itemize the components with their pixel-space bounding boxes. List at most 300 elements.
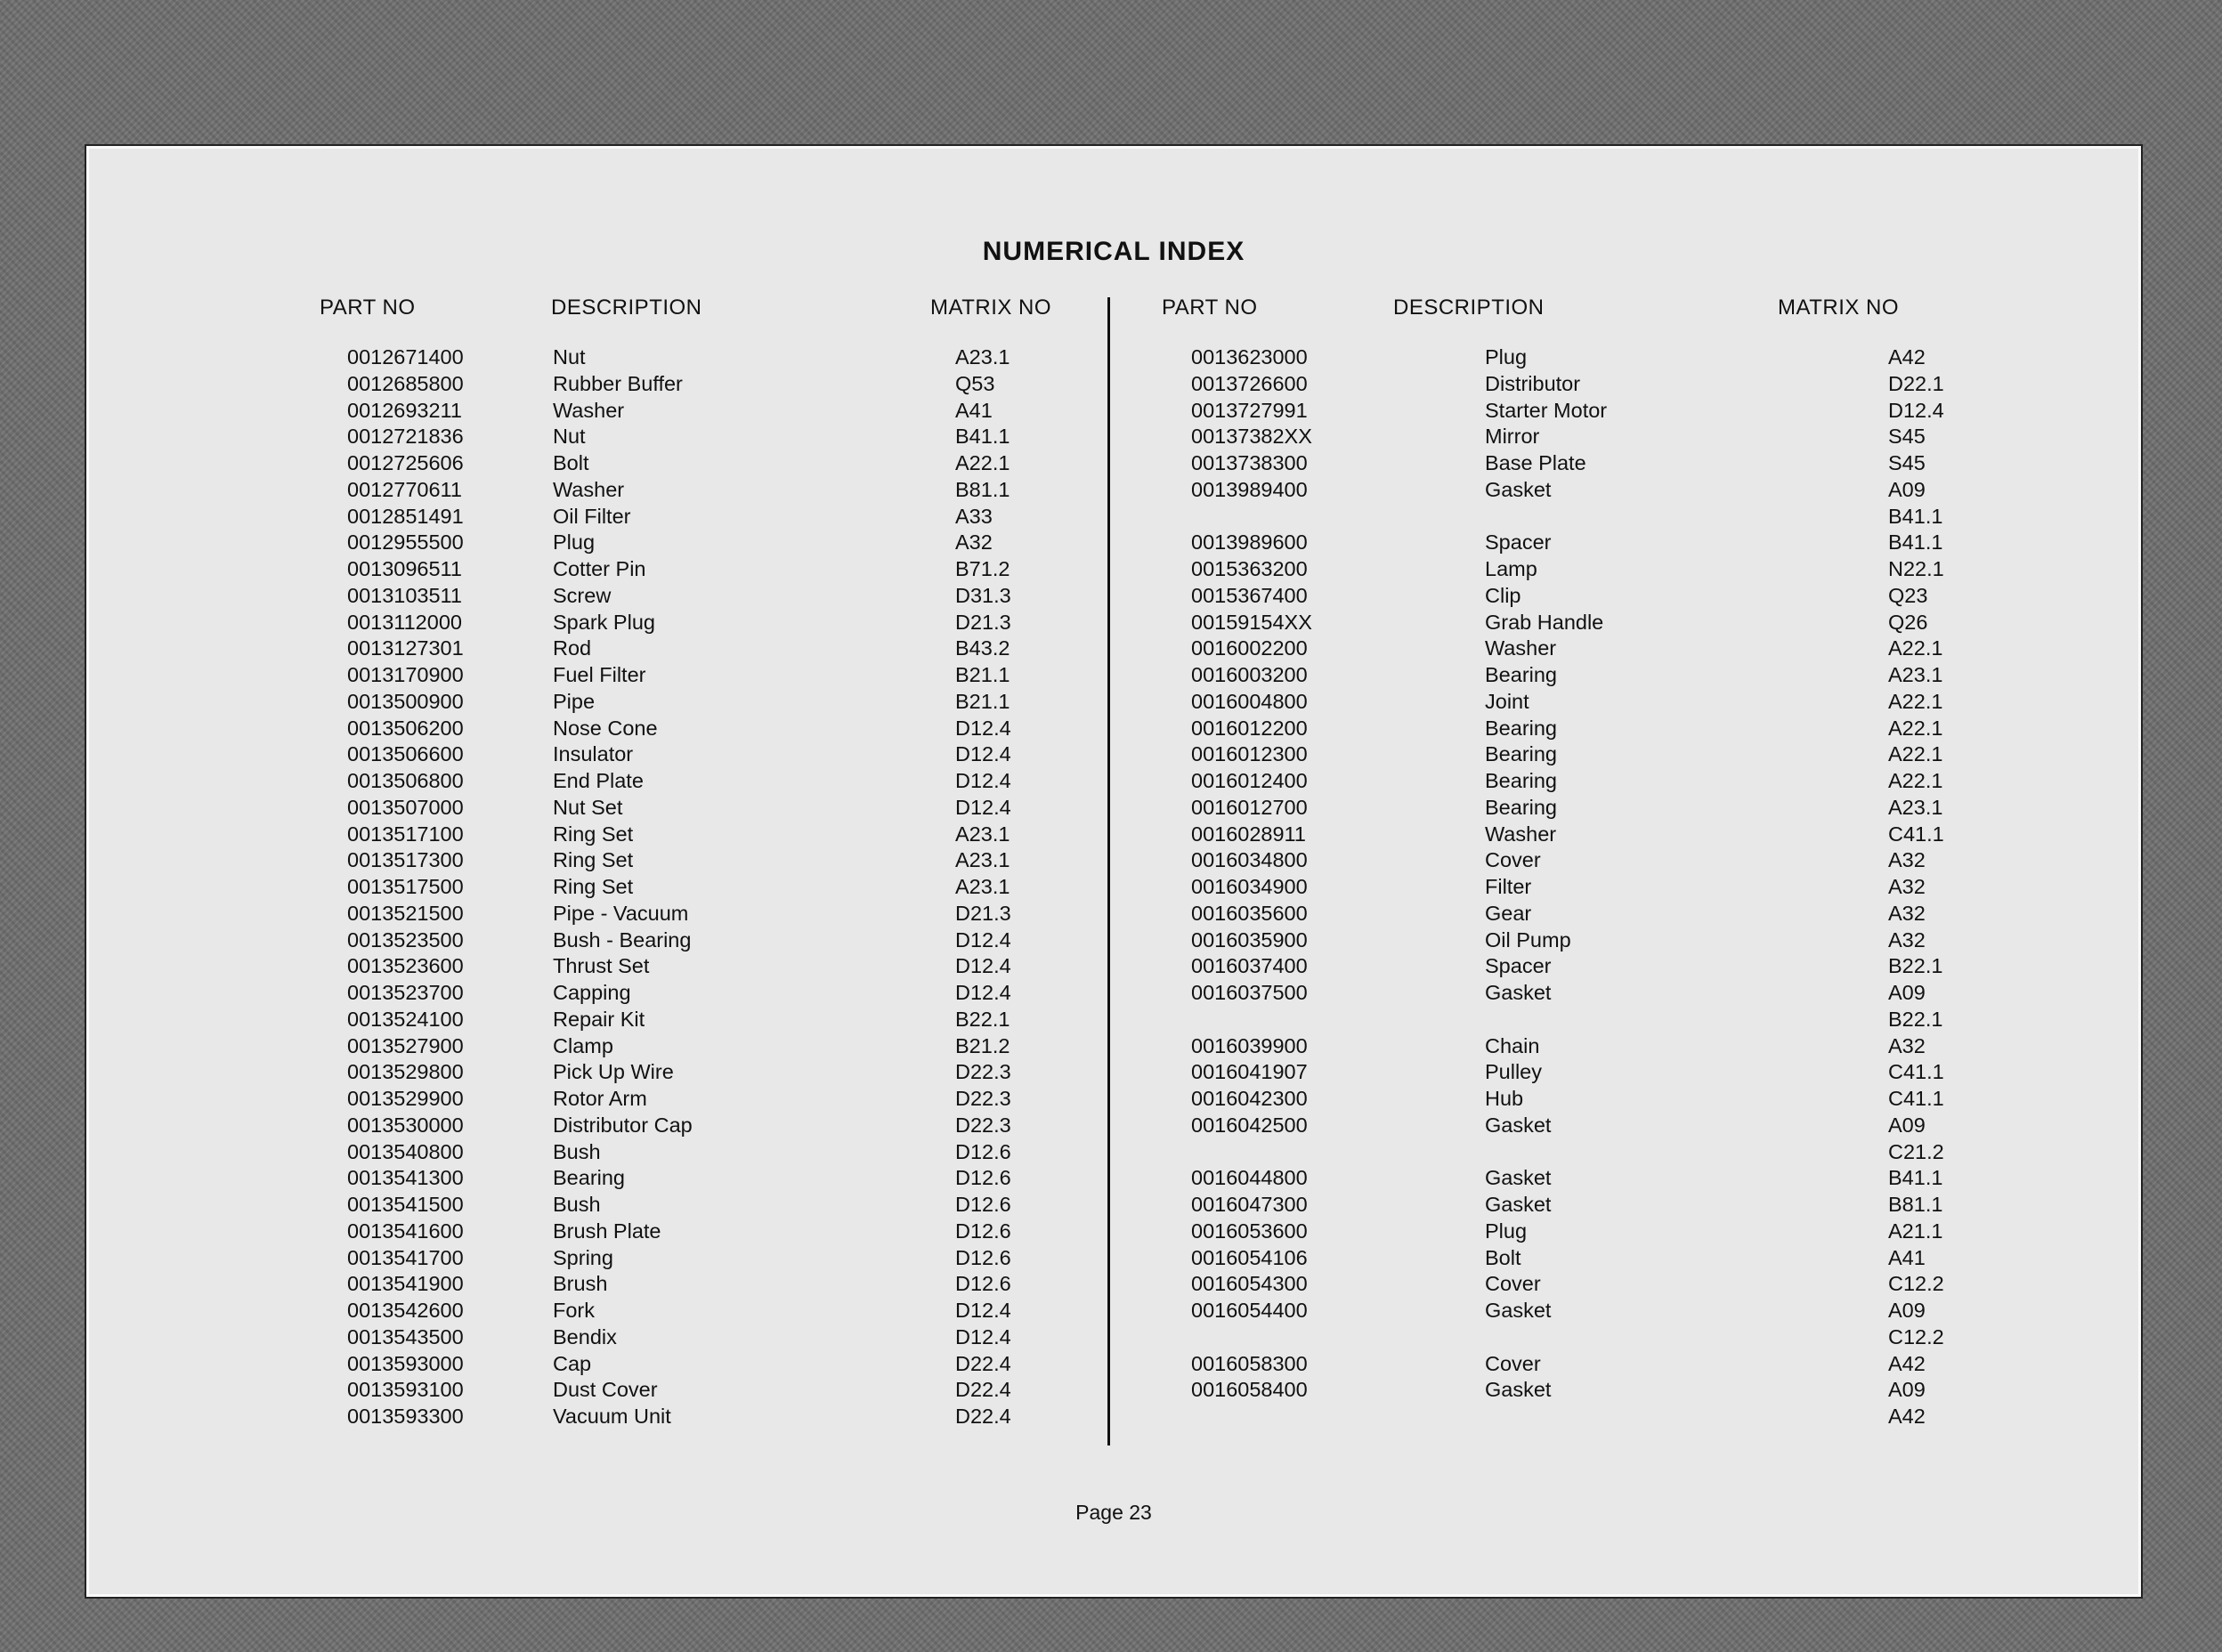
table-row [1110,424,2134,450]
matrix-no-cell: D31.3 [955,583,1011,607]
description-cell: Vacuum Unit [553,1405,671,1428]
part-no-cell: 0013529800 [347,1060,464,1084]
table-row [1110,1219,2134,1245]
table-row [86,822,1101,848]
part-no-cell: 0013541700 [347,1245,464,1269]
matrix-no-cell: B81.1 [1888,1193,1943,1216]
table-row [86,1324,1101,1351]
description-cell: Repair Kit [553,1007,645,1031]
matrix-no-cell: D12.4 [955,981,1011,1004]
description-cell: Hub [1485,1087,1524,1110]
description-cell: Bearing [1485,769,1557,792]
matrix-no-cell: A32 [1888,1033,1926,1057]
matrix-no-cell: A32 [1888,927,1926,952]
part-no-cell: 0013541900 [347,1272,464,1296]
matrix-no-cell: B22.1 [1888,954,1943,978]
matrix-no-cell: A22.1 [1888,636,1943,660]
table-row [1110,847,2134,874]
description-cell: Fuel Filter [553,663,646,686]
matrix-no-cell: D12.6 [955,1272,1011,1296]
right-header-matrix-no: MATRIX NO [1778,296,1900,320]
matrix-no-cell: B71.2 [955,557,1010,580]
part-no-cell: 00137382XX [1191,425,1312,449]
description-cell: Oil Pump [1485,927,1571,952]
description-cell: Nut Set [553,795,623,819]
table-row [1110,1139,2134,1166]
description-cell: Bolt [553,451,589,474]
table-row [1110,1404,2134,1430]
matrix-no-cell: D12.4 [955,1299,1011,1322]
description-cell: Washer [553,398,625,422]
table-row [86,398,1101,425]
table-row [1110,795,2134,822]
description-cell: Bearing [1485,663,1557,686]
matrix-no-cell: A22.1 [1888,716,1943,740]
page-number: Page 23 [1075,1501,1152,1524]
matrix-no-cell: A42 [1888,1405,1926,1428]
table-row [86,610,1101,636]
table-row [86,1007,1101,1033]
table-row [86,662,1101,689]
part-no-cell: 0013593100 [347,1378,464,1402]
table-row [1110,689,2134,716]
matrix-no-cell: A22.1 [1888,769,1943,792]
table-row [86,689,1101,716]
table-row [86,1192,1101,1219]
matrix-no-cell: C12.2 [1888,1324,1944,1348]
matrix-no-cell: B41.1 [955,425,1010,449]
table-row [1110,741,2134,768]
matrix-no-cell: D22.3 [955,1113,1011,1137]
table-row [1110,504,2134,530]
matrix-no-cell: C41.1 [1888,822,1944,846]
matrix-no-cell: A23.1 [1888,663,1943,686]
description-cell: Ring Set [553,875,634,898]
part-no-cell: 0016042500 [1191,1113,1308,1137]
matrix-no-cell: A23.1 [955,345,1010,368]
matrix-no-cell: B22.1 [1888,1007,1943,1031]
description-cell: Bush [553,1193,601,1216]
description-cell: Screw [553,583,612,607]
matrix-no-cell: D12.4 [955,716,1011,740]
part-no-cell: 0016012200 [1191,716,1308,740]
description-cell: Brush Plate [553,1219,661,1243]
part-no-cell: 0016054400 [1191,1299,1308,1322]
description-cell: Bush - Bearing [553,927,692,952]
part-no-cell: 0013593300 [347,1405,464,1428]
description-cell: Cotter Pin [553,557,646,580]
table-row [1110,556,2134,583]
table-row [86,504,1101,530]
table-row [1110,371,2134,398]
part-no-cell: 0016047300 [1191,1193,1308,1216]
part-no-cell: 0016034800 [1191,848,1308,872]
description-cell: Mirror [1485,425,1540,449]
part-no-cell: 0016054300 [1191,1272,1308,1296]
matrix-no-cell: A09 [1888,1113,1926,1137]
matrix-no-cell: A41 [1888,1245,1926,1269]
part-no-cell: 0013726600 [1191,371,1308,395]
part-no-cell: 0013506800 [347,769,464,792]
table-row [86,874,1101,901]
right-index-list [1110,344,2134,1430]
part-no-cell: 0013112000 [347,610,462,634]
table-row [86,1377,1101,1404]
part-no-cell: 0013989600 [1191,530,1308,555]
matrix-no-cell: D12.4 [955,742,1011,766]
matrix-no-cell: Q53 [955,371,995,395]
matrix-no-cell: D22.4 [955,1405,1011,1428]
right-header-description: DESCRIPTION [1393,296,1545,320]
part-no-cell: 0013540800 [347,1139,464,1163]
matrix-no-cell: B43.2 [955,636,1010,660]
matrix-no-cell: D12.6 [955,1193,1011,1216]
table-row [86,847,1101,874]
part-no-cell: 0015363200 [1191,557,1308,580]
description-cell: Gasket [1485,1113,1552,1137]
matrix-no-cell: A09 [1888,981,1926,1004]
description-cell: Starter Motor [1485,398,1608,422]
description-cell: Filter [1485,875,1532,898]
matrix-no-cell: A32 [1888,875,1926,898]
matrix-no-cell: S45 [1888,451,1926,474]
description-cell: Rotor Arm [553,1087,647,1110]
description-cell: Nut [553,345,586,368]
left-header-part-no: PART NO [320,296,416,320]
description-cell: Gasket [1485,1378,1552,1402]
description-cell: Washer [1485,822,1557,846]
table-row [86,530,1101,556]
table-row [86,344,1101,371]
description-cell: Bush [553,1139,601,1163]
description-cell: Distributor [1485,371,1581,395]
table-row [1110,1165,2134,1192]
part-no-cell: 0013127301 [347,636,464,660]
matrix-no-cell: D12.4 [955,954,1011,978]
matrix-no-cell: B21.2 [955,1033,1010,1057]
matrix-no-cell: A42 [1888,1351,1926,1375]
matrix-no-cell: A23.1 [955,848,1010,872]
description-cell: Chain [1485,1033,1540,1057]
table-row [1110,583,2134,610]
table-row [1110,768,2134,795]
table-row [86,450,1101,477]
part-no-cell: 0016002200 [1191,636,1308,660]
matrix-no-cell: A23.1 [1888,795,1943,819]
part-no-cell: 0013543500 [347,1324,464,1348]
description-cell: Bearing [553,1166,625,1190]
description-cell: Distributor Cap [553,1113,693,1137]
matrix-no-cell: D12.4 [955,1324,1011,1348]
matrix-no-cell: D12.6 [955,1245,1011,1269]
matrix-no-cell: D12.4 [955,795,1011,819]
description-cell: Gasket [1485,1193,1552,1216]
matrix-no-cell: Q26 [1888,610,1928,634]
part-no-cell: 0016053600 [1191,1219,1308,1243]
matrix-no-cell: A09 [1888,1378,1926,1402]
table-row [1110,1033,2134,1060]
table-row [86,980,1101,1007]
table-row [1110,530,2134,556]
part-no-cell: 0013506600 [347,742,464,766]
description-cell: Insulator [553,742,634,766]
part-no-cell: 0016039900 [1191,1033,1308,1057]
matrix-no-cell: A42 [1888,345,1926,368]
part-no-cell: 0013170900 [347,663,464,686]
description-cell: Clamp [553,1033,613,1057]
description-cell: Thrust Set [553,954,650,978]
table-row [1110,636,2134,662]
part-no-cell: 0016042300 [1191,1087,1308,1110]
table-row [86,1033,1101,1060]
page-title: NUMERICAL INDEX [982,237,1245,266]
table-row [86,556,1101,583]
matrix-no-cell: D12.4 [955,927,1011,952]
table-row [1110,874,2134,901]
table-row [1110,610,2134,636]
part-no-cell: 0013524100 [347,1007,464,1031]
part-no-cell: 0012955500 [347,530,464,555]
table-row [86,1139,1101,1166]
description-cell: Base Plate [1485,451,1586,474]
description-cell: Bearing [1485,795,1557,819]
description-cell: Pulley [1485,1060,1543,1084]
table-row [86,768,1101,795]
table-row [1110,822,2134,848]
part-no-cell: 0013517300 [347,848,464,872]
matrix-no-cell: D12.4 [1888,398,1944,422]
part-no-cell: 0013523500 [347,927,464,952]
table-row [1110,450,2134,477]
part-no-cell: 0013623000 [1191,345,1308,368]
part-no-cell: 0013500900 [347,689,464,713]
description-cell: Bearing [1485,742,1557,766]
matrix-no-cell: D22.1 [1888,371,1944,395]
description-cell: Cover [1485,848,1541,872]
table-row [86,716,1101,742]
description-cell: Bendix [553,1324,617,1348]
matrix-no-cell: A32 [1888,848,1926,872]
matrix-no-cell: B81.1 [955,477,1010,501]
matrix-no-cell: D22.4 [955,1378,1011,1402]
description-cell: Oil Filter [553,504,631,528]
part-no-cell: 0016035600 [1191,901,1308,925]
matrix-no-cell: Q23 [1888,583,1928,607]
table-row [86,583,1101,610]
part-no-cell: 0013103511 [347,583,462,607]
table-row [1110,662,2134,689]
table-row [86,1404,1101,1430]
part-no-cell: 0012725606 [347,451,464,474]
table-row [1110,1271,2134,1298]
description-cell: Ring Set [553,822,634,846]
matrix-no-cell: A21.1 [1888,1219,1943,1243]
matrix-no-cell: B21.1 [955,689,1010,713]
matrix-no-cell: A23.1 [955,875,1010,898]
matrix-no-cell: A23.1 [955,822,1010,846]
part-no-cell: 0012693211 [347,398,462,422]
description-cell: Cap [553,1351,592,1375]
table-row [86,901,1101,927]
part-no-cell: 0015367400 [1191,583,1308,607]
part-no-cell: 0016058400 [1191,1378,1308,1402]
description-cell: Nut [553,425,586,449]
table-row [1110,716,2134,742]
matrix-no-cell: A32 [1888,901,1926,925]
part-no-cell: 0016012400 [1191,769,1308,792]
description-cell: Plug [553,530,596,555]
matrix-no-cell: B41.1 [1888,504,1943,528]
description-cell: Rubber Buffer [553,371,683,395]
matrix-no-cell: D12.4 [955,769,1011,792]
part-no-cell: 0013506200 [347,716,464,740]
table-row [1110,1377,2134,1404]
part-no-cell: 0013523600 [347,954,464,978]
part-no-cell: 0013096511 [347,557,462,580]
description-cell: Gear [1485,901,1532,925]
description-cell: Brush [553,1272,608,1296]
description-cell: Spacer [1485,954,1552,978]
description-cell: Capping [553,981,631,1004]
left-header-matrix-no: MATRIX NO [930,296,1052,320]
description-cell: Spring [553,1245,613,1269]
part-no-cell: 0013517500 [347,875,464,898]
description-cell: Bolt [1485,1245,1521,1269]
description-cell: Spacer [1485,530,1552,555]
table-row [86,795,1101,822]
description-cell: Joint [1485,689,1529,713]
matrix-no-cell: C41.1 [1888,1060,1944,1084]
part-no-cell: 0013542600 [347,1299,464,1322]
part-no-cell: 0013989400 [1191,477,1308,501]
table-row [86,1271,1101,1298]
description-cell: Lamp [1485,557,1537,580]
table-row [1110,1298,2134,1324]
description-cell: Nose Cone [553,716,658,740]
matrix-no-cell: D21.3 [955,901,1011,925]
table-row [86,741,1101,768]
part-no-cell: 0013541600 [347,1219,464,1243]
table-row [86,1245,1101,1272]
part-no-cell: 0016054106 [1191,1245,1308,1269]
table-row [1110,953,2134,980]
table-row [1110,1351,2134,1378]
description-cell: Cover [1485,1351,1541,1375]
matrix-no-cell: D22.3 [955,1060,1011,1084]
part-no-cell: 0012685800 [347,371,464,395]
part-no-cell: 0012721836 [347,425,464,449]
table-row [1110,1324,2134,1351]
matrix-no-cell: D12.6 [955,1219,1011,1243]
matrix-no-cell: C21.2 [1888,1139,1944,1163]
part-no-cell: 0016058300 [1191,1351,1308,1375]
matrix-no-cell: A09 [1888,1299,1926,1322]
matrix-no-cell: A22.1 [1888,742,1943,766]
matrix-no-cell: B22.1 [955,1007,1010,1031]
table-row [1110,901,2134,927]
part-no-cell: 0013517100 [347,822,464,846]
description-cell: Washer [553,477,625,501]
part-no-cell: 0013593000 [347,1351,464,1375]
part-no-cell: 0012851491 [347,504,464,528]
part-no-cell: 0013507000 [347,795,464,819]
left-index-list [86,344,1101,1430]
description-cell: Clip [1485,583,1521,607]
matrix-no-cell: A09 [1888,477,1926,501]
table-row [1110,1007,2134,1033]
part-no-cell: 0013521500 [347,901,464,925]
part-no-cell: 0016044800 [1191,1166,1308,1190]
table-row [86,424,1101,450]
part-no-cell: 0013527900 [347,1033,464,1057]
description-cell: End Plate [553,769,644,792]
description-cell: Gasket [1485,981,1552,1004]
part-no-cell: 0012770611 [347,477,462,501]
part-no-cell: 0013541500 [347,1193,464,1216]
description-cell: Gasket [1485,477,1552,501]
matrix-no-cell: C12.2 [1888,1272,1944,1296]
matrix-no-cell: D21.3 [955,610,1011,634]
description-cell: Gasket [1485,1166,1552,1190]
table-row [1110,398,2134,425]
description-cell: Dust Cover [553,1378,658,1402]
table-row [86,927,1101,954]
table-row [86,953,1101,980]
description-cell: Rod [553,636,592,660]
part-no-cell: 0016037500 [1191,981,1308,1004]
right-header-part-no: PART NO [1162,296,1258,320]
description-cell: Plug [1485,345,1528,368]
matrix-no-cell: D12.6 [955,1166,1011,1190]
table-row [1110,344,2134,371]
matrix-no-cell: S45 [1888,425,1926,449]
table-row [86,1086,1101,1113]
table-row [1110,927,2134,954]
table-row [1110,1059,2134,1086]
table-row [1110,1192,2134,1219]
part-no-cell: 0013530000 [347,1113,464,1137]
part-no-cell: 0016012300 [1191,742,1308,766]
matrix-no-cell: D22.3 [955,1087,1011,1110]
description-cell: Fork [553,1299,595,1322]
matrix-no-cell: D12.6 [955,1139,1011,1163]
matrix-no-cell: A41 [955,398,993,422]
matrix-no-cell: A33 [955,504,993,528]
left-header-description: DESCRIPTION [551,296,702,320]
part-no-cell: 0016035900 [1191,927,1308,952]
index-page [86,146,2141,1597]
description-cell: Ring Set [553,848,634,872]
description-cell: Bearing [1485,716,1557,740]
part-no-cell: 0013523700 [347,981,464,1004]
description-cell: Washer [1485,636,1557,660]
matrix-no-cell: A22.1 [955,451,1010,474]
part-no-cell: 0013529900 [347,1087,464,1110]
description-cell: Cover [1485,1272,1541,1296]
part-no-cell: 0016012700 [1191,795,1308,819]
matrix-no-cell: A32 [955,530,993,555]
table-row [86,636,1101,662]
part-no-cell: 0016004800 [1191,689,1308,713]
table-row [1110,1086,2134,1113]
description-cell: Plug [1485,1219,1528,1243]
description-cell: Pick Up Wire [553,1060,674,1084]
description-cell: Pipe - Vacuum [553,901,689,925]
part-no-cell: 0016041907 [1191,1060,1308,1084]
part-no-cell: 0012671400 [347,345,464,368]
matrix-no-cell: N22.1 [1888,557,1944,580]
description-cell: Grab Handle [1485,610,1604,634]
